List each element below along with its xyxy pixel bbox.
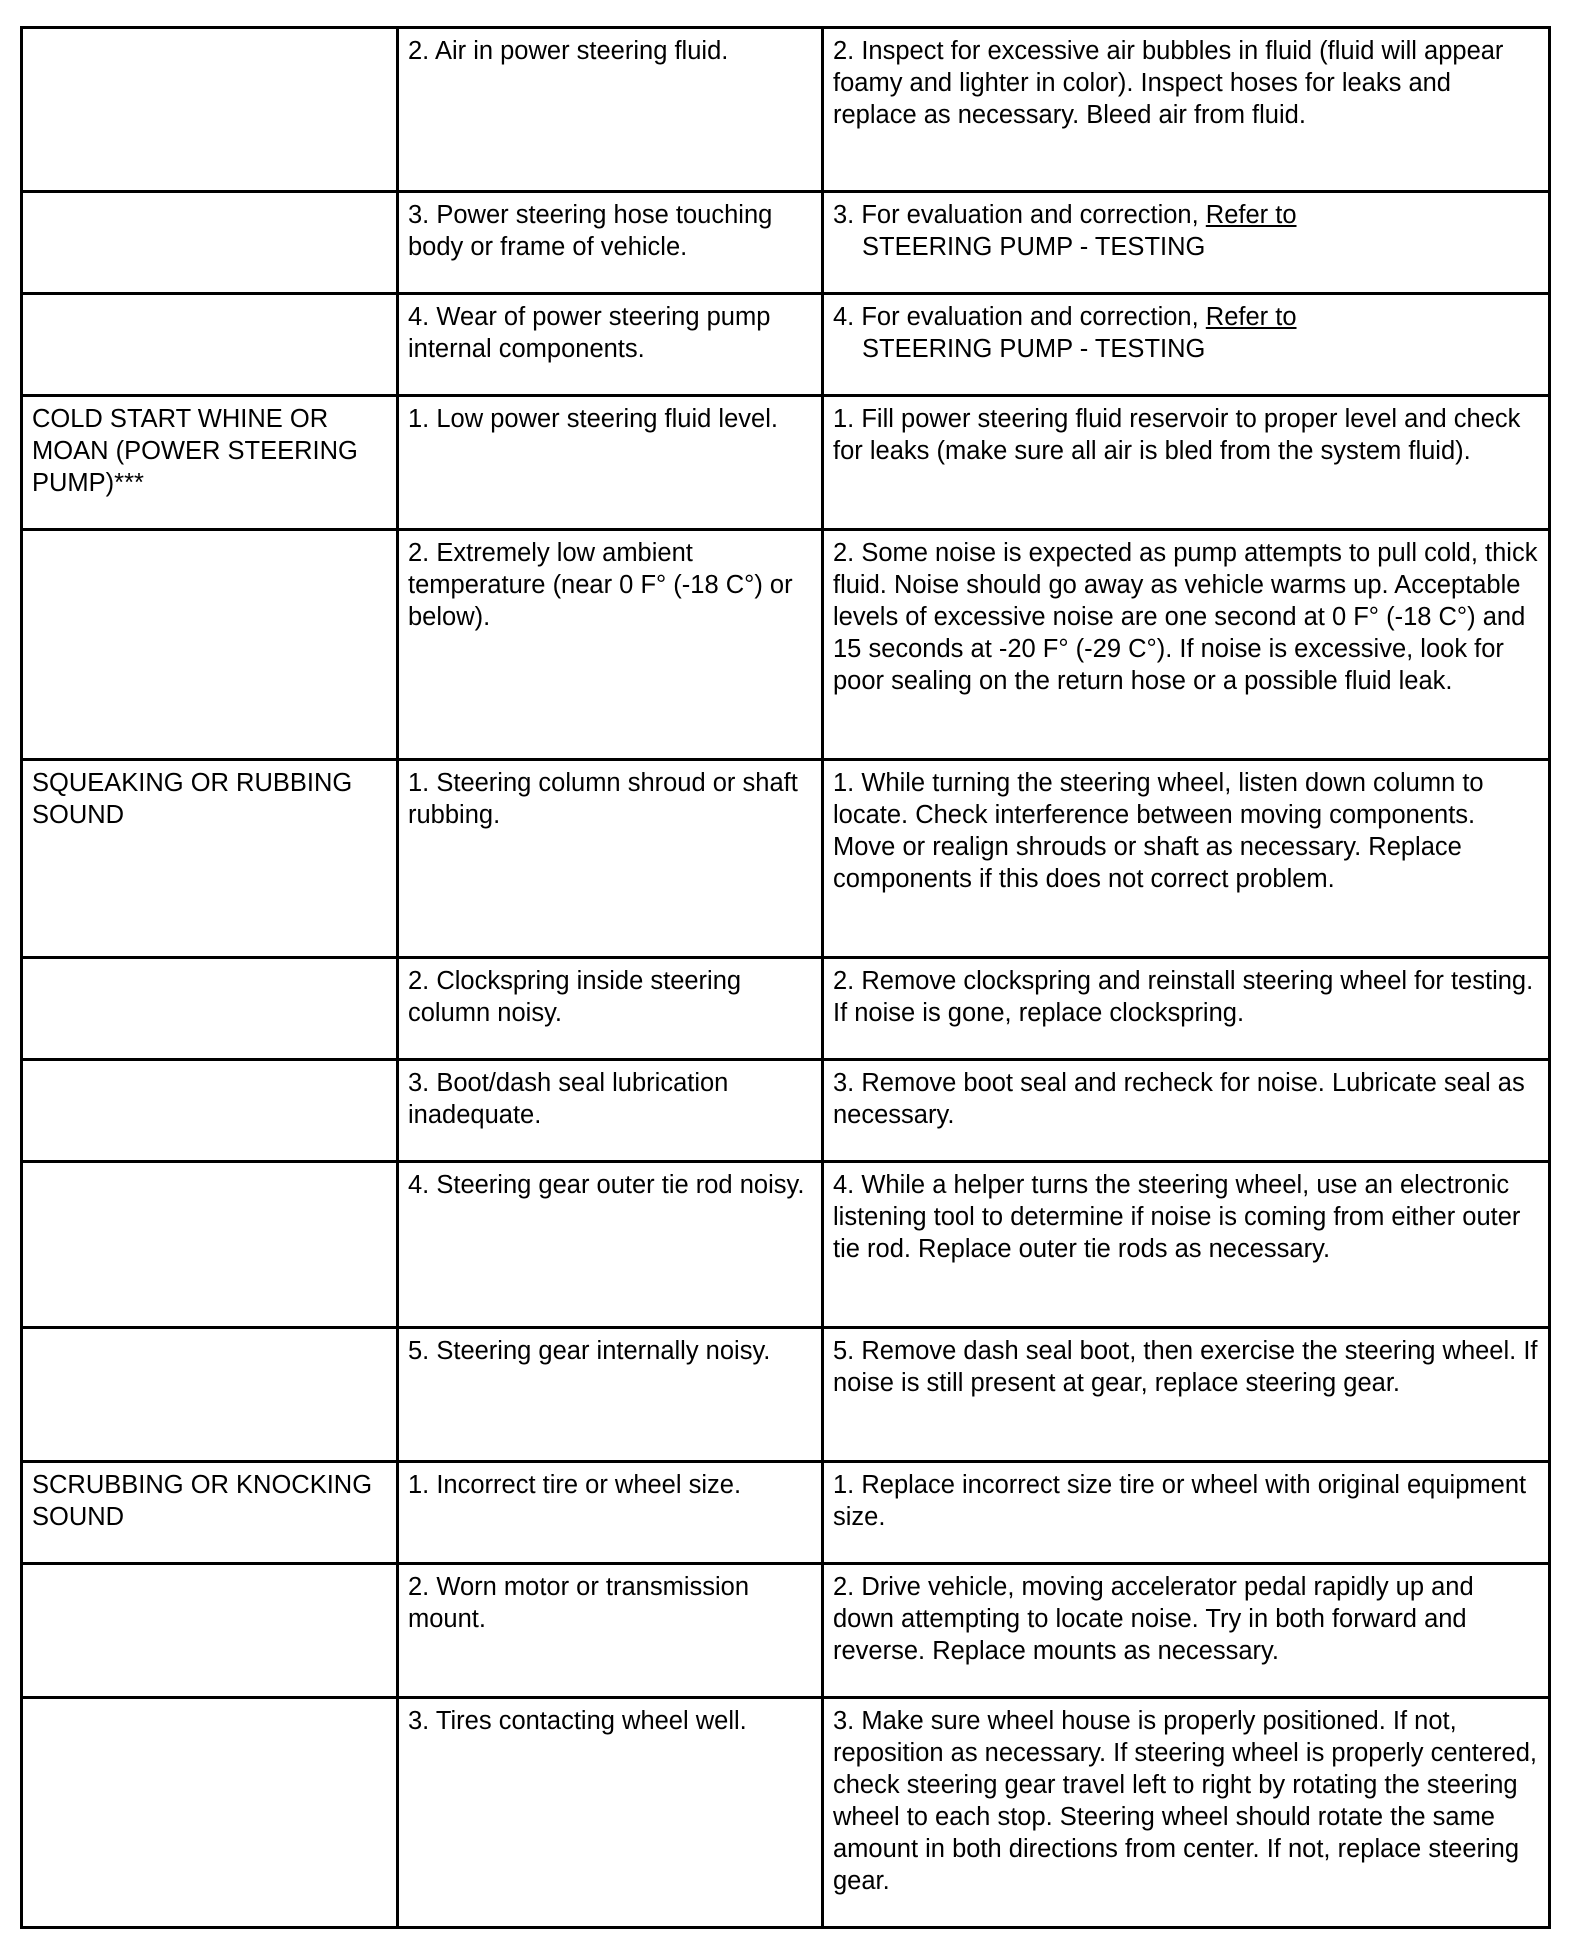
cause-cell: 2. Worn motor or transmission mount. [398, 1564, 823, 1698]
refer-to-link[interactable]: Refer to [1205, 201, 1297, 229]
cause-cell: 5. Steering gear internally noisy. [398, 1328, 823, 1462]
table-row [22, 28, 1550, 192]
correction-cell [823, 294, 1550, 396]
condition-cell [22, 1564, 398, 1698]
table-row [22, 396, 1550, 530]
reference-target: STEERING PUMP - TESTING [862, 233, 1206, 261]
condition-cell [22, 294, 398, 396]
condition-cell [22, 530, 398, 760]
condition-cell: SQUEAKING OR RUBBING SOUND [22, 760, 398, 958]
cause-cell: 2. Extremely low ambient temperature (near 0 F° (-18 C°) or below). [398, 530, 823, 760]
condition-cell [22, 1698, 398, 1928]
cause-cell: 4. Wear of power steering pump internal components. [398, 294, 823, 396]
correction-cell: 4. While a helper turns the steering wheel, use an electronic listening tool to determine if noise is coming from either outer tie rod. Replace outer tie rods as necessary. [823, 1162, 1550, 1328]
table-row [22, 958, 1550, 1060]
table-row [22, 294, 1550, 396]
correction-cell: 1. While turning the steering wheel, listen down column to locate. Check interference between moving components. Move or realign shrouds or shaft as necessary. Replace components if this does not correct problem. [823, 760, 1550, 958]
cause-cell: 2. Air in power steering fluid. [398, 28, 823, 192]
condition-cell [22, 958, 398, 1060]
cause-cell: 1. Incorrect tire or wheel size. [398, 1462, 823, 1564]
correction-cell: 5. Remove dash seal boot, then exercise the steering wheel. If noise is still present at gear, replace steering gear. [823, 1328, 1550, 1462]
condition-cell [22, 28, 398, 192]
correction-text: 3. For evaluation and correction, [833, 201, 1206, 229]
condition-cell [22, 1162, 398, 1328]
table-row [22, 1060, 1550, 1162]
correction-cell: 2. Remove clockspring and reinstall steering wheel for testing. If noise is gone, replace clockspring. [823, 958, 1550, 1060]
correction-cell: 2. Inspect for excessive air bubbles in fluid (fluid will appear foamy and lighter in color). Inspect hoses for leaks and replace as necessary. Bleed air from fluid. [823, 28, 1550, 192]
cause-cell: 3. Power steering hose touching body or frame of vehicle. [398, 192, 823, 294]
cause-cell: 4. Steering gear outer tie rod noisy. [398, 1162, 823, 1328]
table-row [22, 530, 1550, 760]
table-row [22, 1462, 1550, 1564]
table-row [22, 1698, 1550, 1928]
condition-cell [22, 1060, 398, 1162]
cause-cell: 3. Tires contacting wheel well. [398, 1698, 823, 1928]
cause-cell: 1. Low power steering fluid level. [398, 396, 823, 530]
cause-cell: 1. Steering column shroud or shaft rubbing. [398, 760, 823, 958]
table-row [22, 760, 1550, 958]
condition-cell [22, 192, 398, 294]
table-row [22, 1564, 1550, 1698]
refer-to-link[interactable]: Refer to [1205, 303, 1297, 331]
reference-target: STEERING PUMP - TESTING [862, 335, 1206, 363]
cause-cell: 3. Boot/dash seal lubrication inadequate. [398, 1060, 823, 1162]
correction-cell: 2. Drive vehicle, moving accelerator pedal rapidly up and down attempting to locate noise. Try in both forward and reverse. Replace mounts as necessary. [823, 1564, 1550, 1698]
condition-cell: SCRUBBING OR KNOCKING SOUND [22, 1462, 398, 1564]
correction-cell: 2. Some noise is expected as pump attempts to pull cold, thick fluid. Noise should go away as vehicle warms up. Acceptable levels of excessive noise are one second at 0 F° (-18 C°) and 15 seconds at -20 F° (-29 C°). If noise is excessive, look for poor sealing on the return hose or a possible fluid leak. [823, 530, 1550, 760]
condition-cell [22, 1328, 398, 1462]
table-row [22, 1328, 1550, 1462]
correction-cell: 3. Make sure wheel house is properly positioned. If not, reposition as necessary. If steering wheel is properly centered, check steering gear travel left to right by rotating the steering wheel to each stop. Steering wheel should rotate the same amount in both directions from center. If not, replace steering gear. [823, 1698, 1550, 1928]
cause-cell: 2. Clockspring inside steering column noisy. [398, 958, 823, 1060]
table-row [22, 192, 1550, 294]
table-row [22, 1162, 1550, 1328]
diagnosis-table [20, 26, 1551, 1929]
correction-cell: 1. Replace incorrect size tire or wheel with original equipment size. [823, 1462, 1550, 1564]
condition-cell: COLD START WHINE OR MOAN (POWER STEERING PUMP)*** [22, 396, 398, 530]
correction-cell: 3. Remove boot seal and recheck for noise. Lubricate seal as necessary. [823, 1060, 1550, 1162]
correction-cell [823, 192, 1550, 294]
correction-text: 4. For evaluation and correction, [833, 303, 1206, 331]
correction-cell: 1. Fill power steering fluid reservoir to proper level and check for leaks (make sure all air is bled from the system fluid). [823, 396, 1550, 530]
